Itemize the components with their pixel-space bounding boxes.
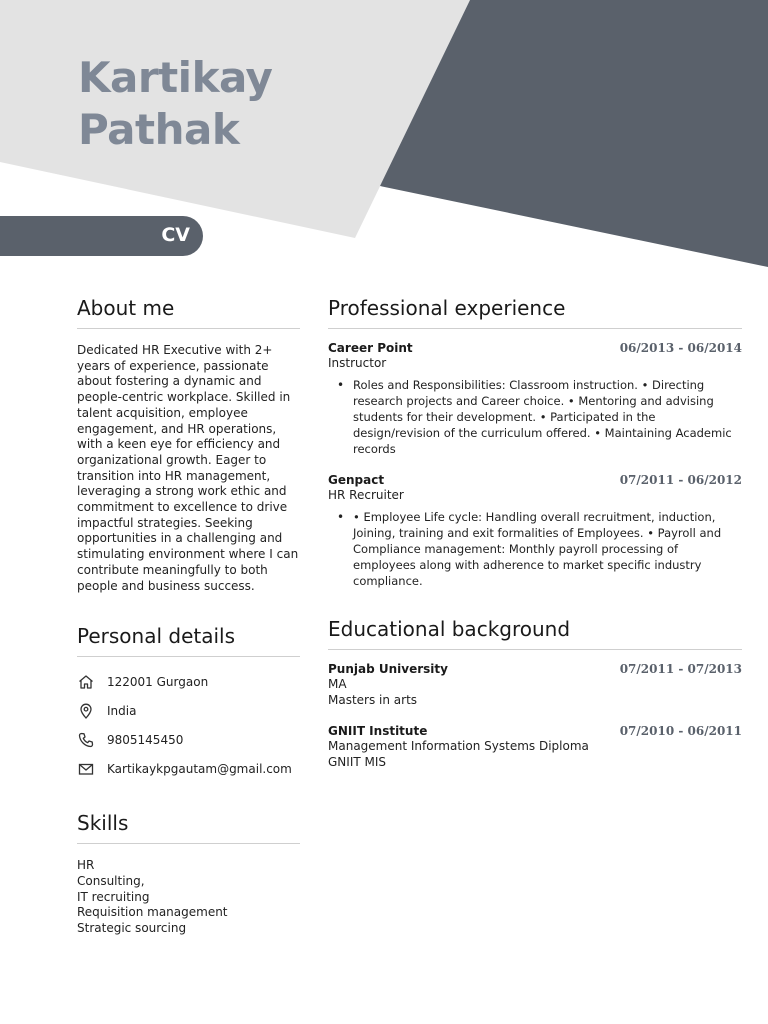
email-row <box>77 754 300 783</box>
institution-name: Punjab University <box>328 662 448 676</box>
about-text: Dedicated HR Executive with 2+ years of experience, passionate about fostering a dynamic and people-centric workplace. Skilled in talent acquisition, employee engagement, and HR operations, with a keen eye for efficiency and organizational growth. Eager to transition into HR management, leveraging a strong work ethic and commitment to excellence to drive impactful strategies. Seeking opportunities in a challenging and stimulating environment where I can contribute meaningfully to both people and business success. <box>77 343 299 593</box>
bullet-dot-icon: • <box>337 378 345 392</box>
job-description-text: Roles and Responsibilities: Classroom instruction. • Directing research projects and Career choice. • Mentoring and advising students for their development. • Participated in the design/revision of the curriculum offered. • Maintaining Academic records <box>353 378 732 456</box>
education-entry <box>328 662 742 708</box>
about-title: About me <box>77 296 300 329</box>
field-of-study: GNIIT MIS <box>328 755 387 769</box>
skill-item: HR <box>77 858 95 873</box>
right-column <box>328 296 742 770</box>
skill-item: IT recruiting <box>77 889 150 904</box>
candidate-name <box>78 52 272 156</box>
job-description <box>328 377 742 457</box>
address-value: 122001 Gurgaon <box>107 674 209 689</box>
phone-row <box>77 725 300 754</box>
experience-section <box>328 296 742 589</box>
education-entry <box>328 724 742 770</box>
about-section <box>77 296 300 594</box>
phone-value: 9805145450 <box>107 732 184 747</box>
phone-icon <box>77 731 95 749</box>
address-row <box>77 667 300 696</box>
degree: Management Information Systems Diploma <box>328 739 589 753</box>
cv-badge <box>0 216 203 256</box>
study-dates: 07/2011 - 07/2013 <box>619 662 742 676</box>
personal-details-section <box>77 624 300 783</box>
study-dates: 07/2010 - 06/2011 <box>619 724 742 738</box>
left-column <box>77 296 300 937</box>
job-title: HR Recruiter <box>328 488 404 502</box>
personal-details-list <box>77 667 300 783</box>
skill-item: Strategic sourcing <box>77 921 187 936</box>
skills-list <box>77 858 300 937</box>
job-title: Instructor <box>328 356 387 370</box>
employment-dates: 07/2011 - 06/2012 <box>619 473 742 487</box>
degree: MA <box>328 677 347 691</box>
job-description-text: • Employee Life cycle: Handling overall recruitment, induction, Joining, training and exit formalities of Employees. • Payroll and Compliance management: Monthly payroll processing of employees along with adherence to market specific industry compliance. <box>353 510 722 588</box>
first-name: Kartikay <box>78 53 273 102</box>
employer-name: Career Point <box>328 341 413 355</box>
mail-icon <box>77 760 95 778</box>
skills-section <box>77 811 300 937</box>
country-row <box>77 696 300 725</box>
experience-title: Professional experience <box>328 296 742 329</box>
personal-details-title: Personal details <box>77 624 300 657</box>
employment-dates: 06/2013 - 06/2014 <box>619 341 742 355</box>
field-of-study: Masters in arts <box>328 693 418 707</box>
employer-name: Genpact <box>328 473 385 487</box>
education-title: Educational background <box>328 617 742 650</box>
location-pin-icon <box>77 702 95 720</box>
home-icon <box>77 673 95 691</box>
skill-item: Requisition management <box>77 905 228 920</box>
education-section <box>328 617 742 770</box>
last-name: Pathak <box>78 105 240 154</box>
skills-title: Skills <box>77 811 300 844</box>
job-description <box>328 509 742 589</box>
experience-entry <box>328 473 742 589</box>
skill-item: Consulting, <box>77 873 145 888</box>
institution-name: GNIIT Institute <box>328 724 428 738</box>
email-value: Kartikaykpgautam@gmail.com <box>107 761 292 776</box>
cv-label: CV <box>161 224 190 246</box>
bullet-dot-icon: • <box>337 510 345 524</box>
country-value: India <box>107 703 137 718</box>
experience-entry <box>328 341 742 457</box>
